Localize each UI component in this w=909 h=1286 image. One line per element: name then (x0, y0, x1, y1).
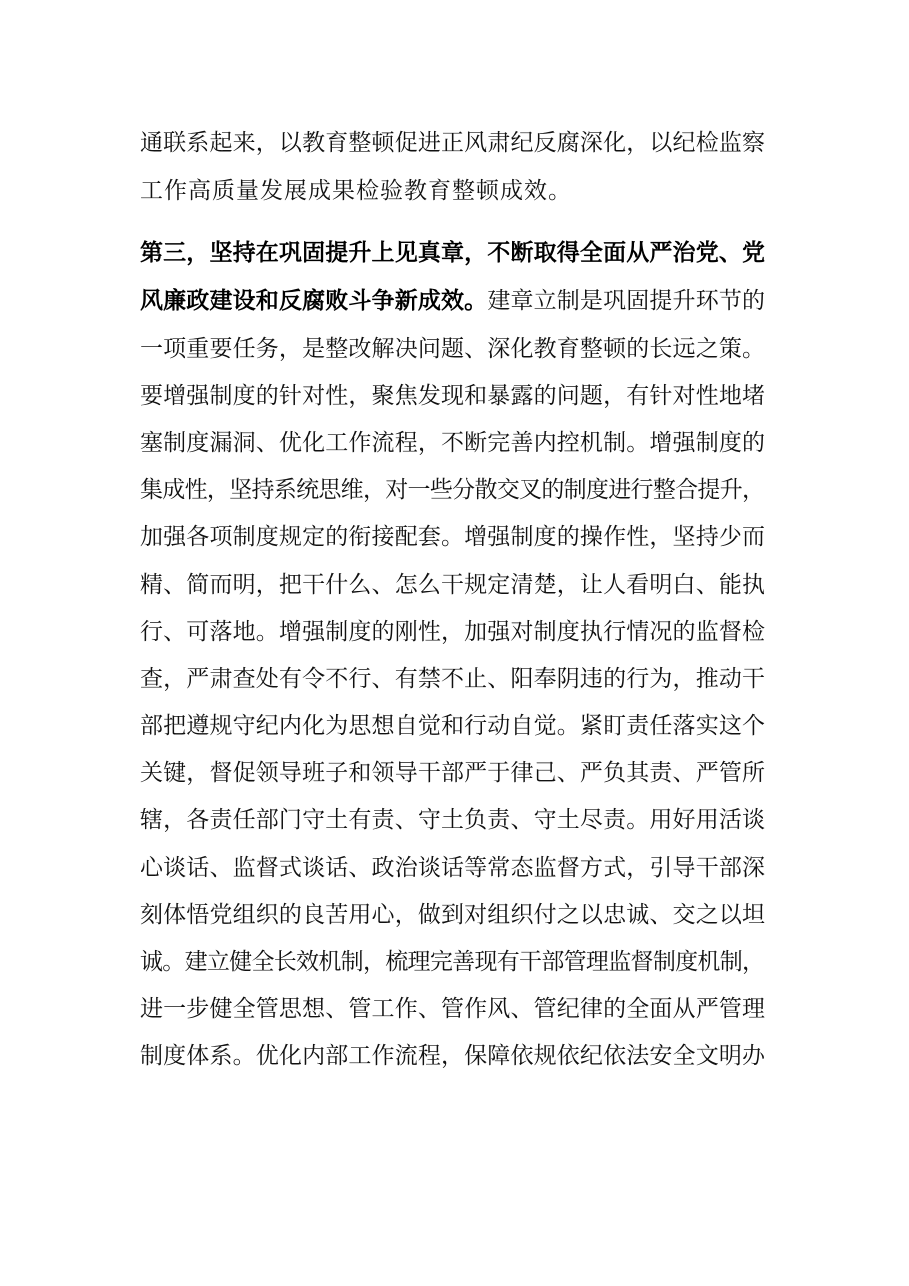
text-line-3 (140, 281, 765, 321)
text-line-8: 加强各项制度规定的衔接配套。增强制度的操作性，坚持少而 (140, 524, 766, 550)
text-line-3-rest: 建章立制是巩固提升环节的 (487, 288, 766, 314)
text-line-10: 行、可落地。增强制度的刚性，加强对制度执行情况的监督检 (140, 619, 766, 645)
text-line-12: 部把遵规守纪内化为思想自觉和行动自觉。紧盯责任落实这个 (140, 713, 766, 739)
text-line-19: 制度体系。优化内部工作流程，保障依规依纪依法安全文明办 (140, 1043, 766, 1069)
text-line-18: 进一步健全管思想、管工作、管作风、管纪律的全面从严管理 (140, 996, 766, 1022)
text-line-2: 工作高质量发展成果检验教育整顿成效。 (140, 178, 572, 204)
text-line-17: 诚。建立健全长效机制，梳理完善现有干部管理监督制度机制， (140, 949, 765, 975)
text-line-5: 要增强制度的针对性，聚焦发现和暴露的问题，有针对性地堵 (140, 383, 766, 409)
text-line-13: 关键，督促领导班子和领导干部严于律己、严负其责、严管所 (140, 760, 766, 786)
text-line-14: 辖，各责任部门守土有责、守土负责、守土尽责。用好用活谈 (140, 807, 766, 833)
heading-line-1: 第三，坚持在巩固提升上见真章，不断取得全面从严治党、党 (140, 239, 766, 266)
heading-line-2: 风廉政建设和反腐败斗争新成效。 (140, 287, 488, 314)
text-line-9: 精、简而明，把干什么、怎么干规定清楚，让人看明白、能执 (140, 572, 766, 598)
text-line-11: 查，严肃查处有令不行、有禁不止、阳奉阴违的行为，推动干 (140, 666, 766, 692)
text-line-1: 通联系起来，以教育整顿促进正风肃纪反腐深化，以纪检监察 (140, 130, 766, 156)
text-line-15: 心谈话、监督式谈话、政治谈话等常态监督方式，引导干部深 (140, 855, 766, 881)
text-line-6: 塞制度漏洞、优化工作流程，不断完善内控机制。增强制度的 (140, 430, 766, 456)
text-line-16: 刻体悟党组织的良苦用心，做到对组织付之以忠诚、交之以坦 (140, 902, 766, 928)
text-line-7: 集成性，坚持系统思维，对一些分散交叉的制度进行整合提升， (140, 477, 765, 503)
text-line-4: 一项重要任务，是整改解决问题、深化教育整顿的长远之策。 (140, 336, 766, 362)
